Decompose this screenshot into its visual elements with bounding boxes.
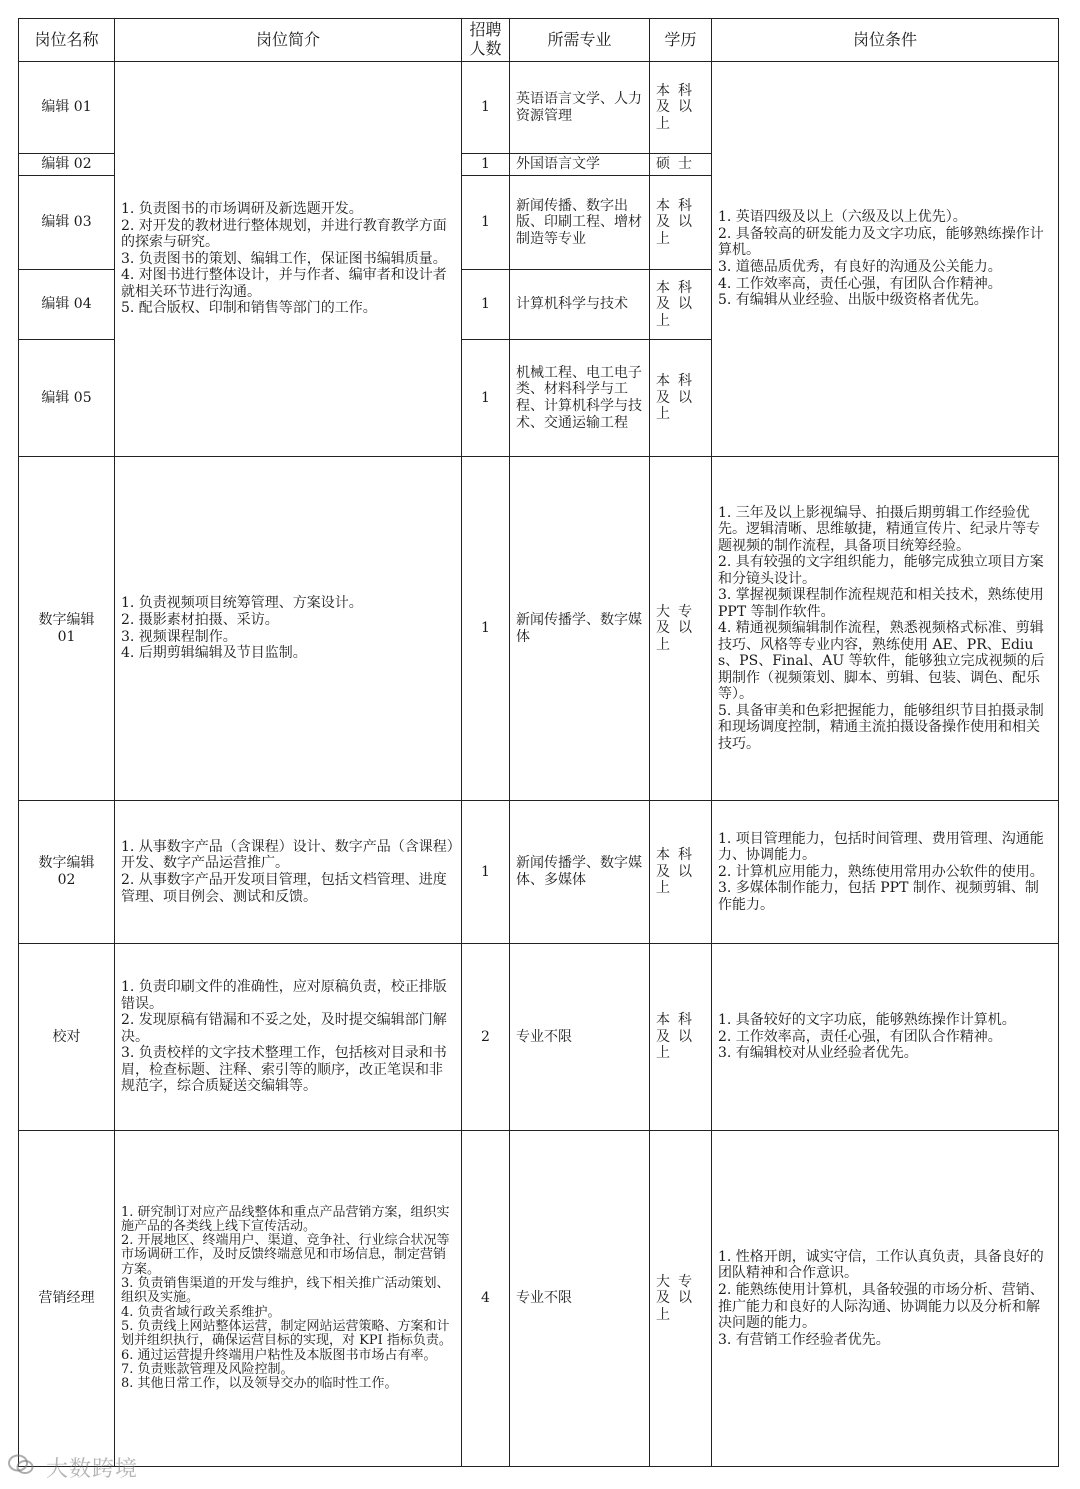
position-name: 编辑 04: [19, 270, 115, 340]
header-required-major: 所需专业: [510, 19, 650, 62]
position-intro: 1. 从事数字产品（含课程）设计、数字产品（含课程）开发、数字产品运营推广。 2. 从事数字产品开发项目管理，包括文档管理、进度管理、项目例会、测试和反馈。: [115, 801, 462, 944]
required-major: 外国语言文学: [510, 154, 650, 176]
hire-count: 1: [462, 62, 510, 154]
position-name: 编辑 01: [19, 62, 115, 154]
education: 本科及以上: [650, 340, 712, 457]
watermark-text: 大数跨境: [46, 1457, 139, 1482]
position-name: 数字编辑 02: [19, 801, 115, 944]
position-intro: 1. 研究制订对应产品线整体和重点产品营销方案，组织实施产品的各类线上线下宣传活动。 2. 开展地区、终端用户、渠道、竞争社、行业综合状况等市场调研工作，及时反馈终端意见和市场信息，制定营销方案。 3. 负责销售渠道的开发与维护，线下相关推广活动策划、组织及实施。 4. 负责省域行政关系维护。 5. 负责线上网站整体运营，制定网站运营策略、方案和计划并组织执行，确保运营目标的实现，对 KPI 指标负责。 6. 通过运营提升终端用户粘性及本版图书市场占有率。 7. 负责账款管理及风险控制。 8. 其他日常工作，以及领导交办的临时性工作。: [115, 1131, 462, 1467]
table-row: [19, 801, 1059, 944]
hire-count: 1: [462, 801, 510, 944]
position-conditions: 1. 具备较好的文字功底，能够熟练操作计算机。 2. 工作效率高，责任心强，有团队合作精神。 3. 有编辑校对从业经验者优先。: [712, 944, 1059, 1131]
hire-count: 1: [462, 176, 510, 270]
job-requirements-table: [18, 18, 1059, 1467]
education: 本科及以上: [650, 944, 712, 1131]
header-position-name: 岗位名称: [19, 19, 115, 62]
required-major: 英语语言文学、人力资源管理: [510, 62, 650, 154]
position-name: 编辑 03: [19, 176, 115, 270]
table-row: [19, 1131, 1059, 1467]
required-major: 专业不限: [510, 1131, 650, 1467]
position-intro: 1. 负责印刷文件的准确性，应对原稿负责，校正排版错误。 2. 发现原稿有错漏和不妥之处，及时提交编辑部门解决。 3. 负责校样的文字技术整理工作，包括核对目录和书眉，检查标题、注释、索引等的顺序，改正笔误和非规范字，综合质疑送交编辑等。: [115, 944, 462, 1131]
header-education: 学历: [650, 19, 712, 62]
table-row: [19, 944, 1059, 1131]
header-hire-count: 招聘 人数: [462, 19, 510, 62]
education: 本科及以上: [650, 801, 712, 944]
hire-count: 1: [462, 340, 510, 457]
hire-count: 4: [462, 1131, 510, 1467]
table-row: [19, 457, 1059, 801]
required-major: 新闻传播学、数字媒体、多媒体: [510, 801, 650, 944]
education: 本科及以上: [650, 62, 712, 154]
position-name: 数字编辑 01: [19, 457, 115, 801]
weixin-logo-icon: [8, 1454, 34, 1482]
position-name: 编辑 02: [19, 154, 115, 176]
hire-count: 2: [462, 944, 510, 1131]
hire-count: 1: [462, 154, 510, 176]
header-position-conditions: 岗位条件: [712, 19, 1059, 62]
education: 本科及以上: [650, 270, 712, 340]
education: 大专及以上: [650, 457, 712, 801]
required-major: 计算机科学与技术: [510, 270, 650, 340]
position-intro: 1. 负责视频项目统筹管理、方案设计。 2. 摄影素材拍摄、采访。 3. 视频课程制作。 4. 后期剪辑编辑及节目监制。: [115, 457, 462, 801]
hire-count: 1: [462, 270, 510, 340]
education: 大专及以上: [650, 1131, 712, 1467]
watermark: [8, 1452, 138, 1483]
table-row: [19, 62, 1059, 154]
position-name: 营销经理: [19, 1131, 115, 1467]
position-conditions: 1. 三年及以上影视编导、拍摄后期剪辑工作经验优先。逻辑清晰、思维敏捷，精通宣传片、纪录片等专题视频的制作流程，具备项目统筹经验。 2. 具有较强的文字组织能力，能够完成独立项目方案和分镜头设计。 3. 掌握视频课程制作流程规范和相关技术，熟练使用 PPT 等制作软件。 4. 精通视频编辑制作流程，熟悉视频格式标准、剪辑技巧、风格等专业内容，熟练使用 AE、PR、Edius、PS、Final、AU 等软件，能够独立完成视频的后期制作（视频策划、脚本、剪辑、包装、调色、配乐等）。 5. 具备审美和色彩把握能力，能够组织节目拍摄录制和现场调度控制，精通主流拍摄设备操作使用和相关技巧。: [712, 457, 1059, 801]
hire-count: 1: [462, 457, 510, 801]
position-intro: 1. 负责图书的市场调研及新选题开发。 2. 对开发的教材进行整体规划，并进行教育教学方面的探索与研究。 3. 负责图书的策划、编辑工作，保证图书编辑质量。 4. 对图书进行整体设计，并与作者、编审者和设计者就相关环节进行沟通。 5. 配合版权、印制和销售等部门的工作。: [115, 62, 462, 457]
required-major: 新闻传播学、数字媒体: [510, 457, 650, 801]
required-major: 机械工程、电工电子类、材料科学与工程、计算机科学与技术、交通运输工程: [510, 340, 650, 457]
table-header-row: [19, 19, 1059, 62]
position-conditions: 1. 英语四级及以上（六级及以上优先）。 2. 具备较高的研发能力及文字功底，能够熟练操作计算机。 3. 道德品质优秀，有良好的沟通及公关能力。 4. 工作效率高，责任心强，有团队合作精神。 5. 有编辑从业经验、出版中级资格者优先。: [712, 62, 1059, 457]
position-conditions: 1. 性格开朗，诚实守信，工作认真负责，具备良好的团队精神和合作意识。 2. 能熟练使用计算机，具备较强的市场分析、营销、推广能力和良好的人际沟通、协调能力以及分析和解决问题的能力。 3. 有营销工作经验者优先。: [712, 1131, 1059, 1467]
header-position-intro: 岗位简介: [115, 19, 462, 62]
education: 本科及以上: [650, 176, 712, 270]
position-name: 编辑 05: [19, 340, 115, 457]
position-conditions: 1. 项目管理能力，包括时间管理、费用管理、沟通能力、协调能力。 2. 计算机应用能力，熟练使用常用办公软件的使用。 3. 多媒体制作能力，包括 PPT 制作、视频剪辑、制作能力。: [712, 801, 1059, 944]
required-major: 专业不限: [510, 944, 650, 1131]
education: 硕士: [650, 154, 712, 176]
required-major: 新闻传播、数字出版、印刷工程、增材制造等专业: [510, 176, 650, 270]
position-name: 校对: [19, 944, 115, 1131]
